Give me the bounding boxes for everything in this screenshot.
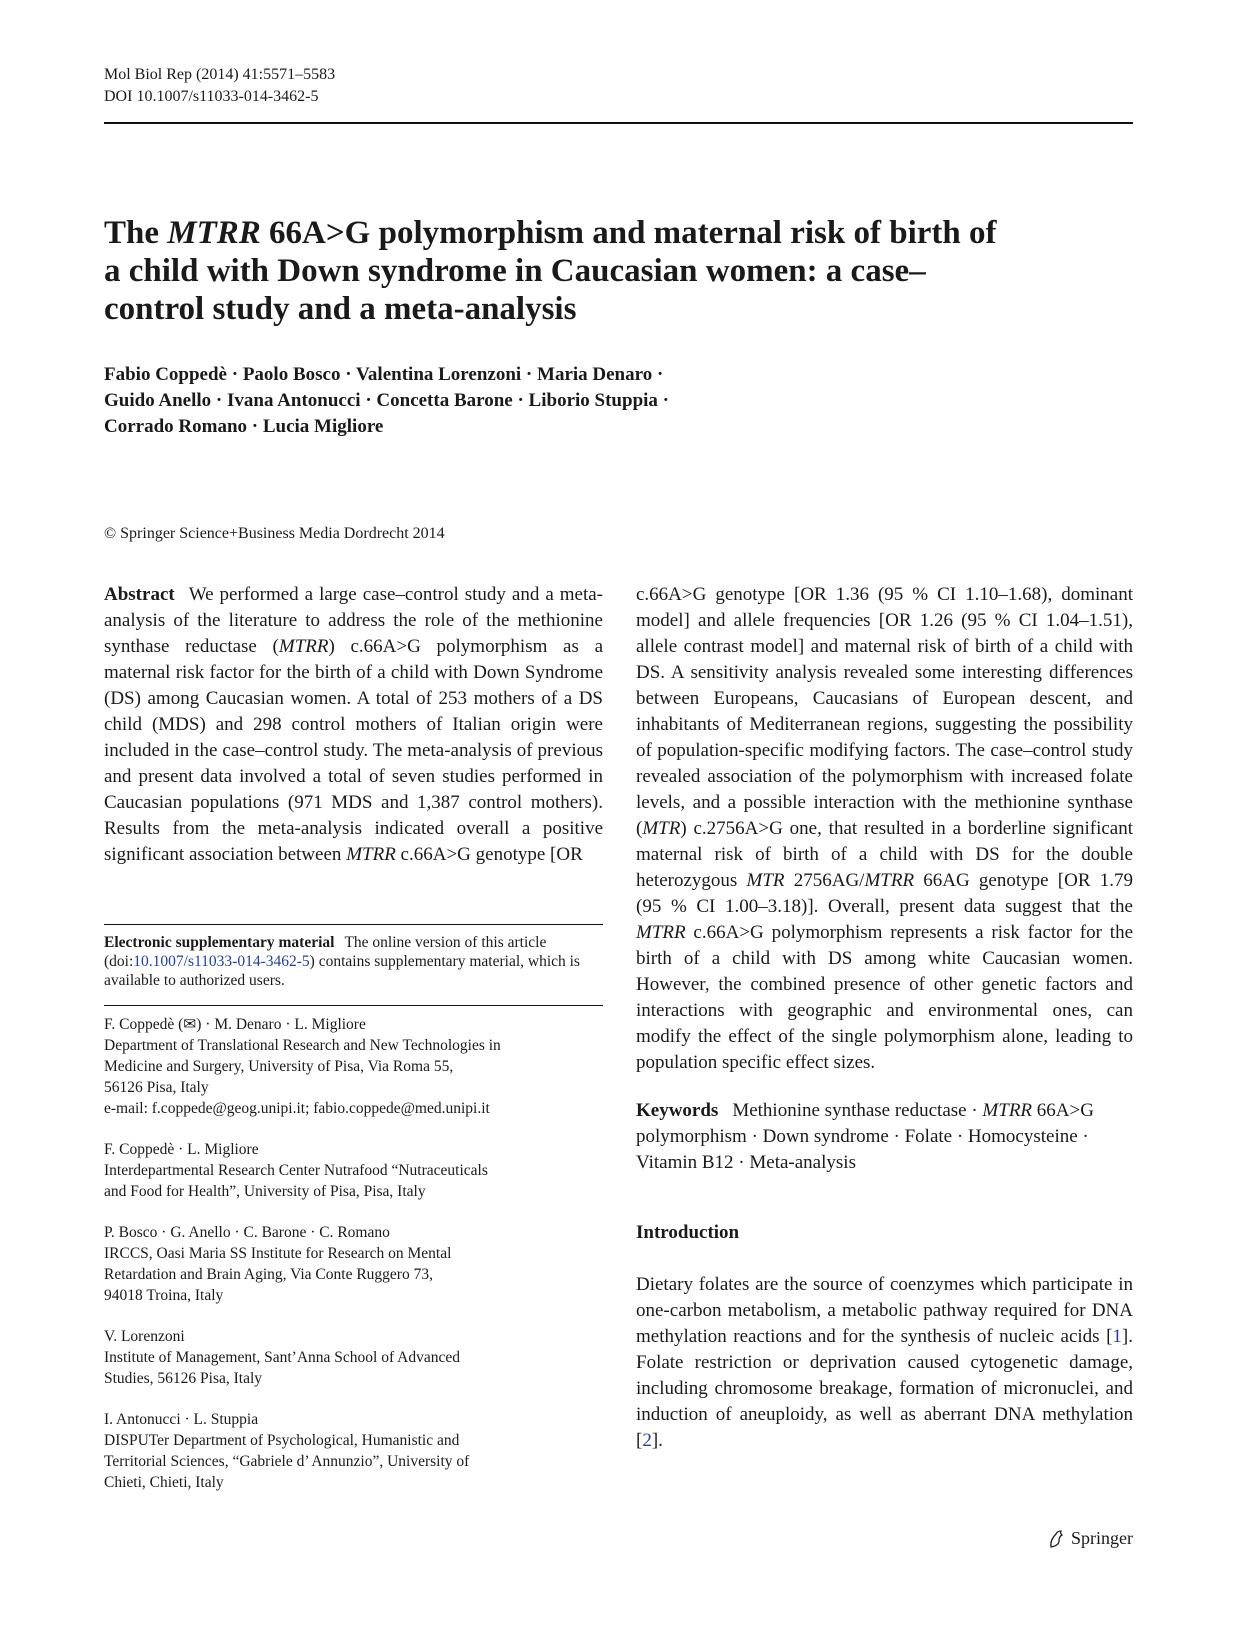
introduction-text: Dietary folates are the source of coenzymes which participate in one-carbon metabolism, a metabolic pathway required for DNA methylation reactions and for the synthesis of nucleic acids [1]. Folate restriction or deprivation caused cytogenetic damage, including chromosome breakage, formation of micronuclei, and induction of aneuploidy, as well as aberrant DNA methylation [2].	[636, 1274, 1133, 1451]
author-line-2: Guido Anello · Ivana Antonucci · Concetta Barone · Liborio Stuppia ·	[104, 390, 669, 411]
citation-link[interactable]: 1	[1112, 1326, 1122, 1347]
email-line[interactable]: e-mail: f.coppede@geog.unipi.it; fabio.coppede@med.unipi.it	[104, 1100, 490, 1117]
affiliation: F. Coppedè · L. Migliore Interdepartmental Research Center Nutrafood “Nutraceuticals and Food for Health”, University of Pisa, Pisa, Italy	[104, 1141, 488, 1200]
abstract-left	[104, 582, 603, 868]
supplementary-note: Electronic supplementary material The online version of this article (doi:10.1007/s11033-014-3462-5) contains supplementary material, which is available to authorized users.	[104, 924, 603, 990]
publisher-name: Springer	[1071, 1528, 1133, 1548]
author-list	[104, 362, 804, 440]
introduction-heading: Introduction	[636, 1222, 740, 1243]
journal-citation: Mol Biol Rep (2014) 41:5571–5583	[104, 66, 336, 83]
header-rule	[104, 122, 1133, 124]
copyright-notice: © Springer Science+Business Media Dordrecht 2014	[104, 525, 445, 542]
author-line-3: Corrado Romano · Lucia Migliore	[104, 416, 384, 437]
springer-horse-icon	[1047, 1529, 1065, 1549]
right-column	[636, 582, 1133, 1454]
keywords-label: Keywords	[636, 1100, 719, 1121]
abstract-continued: c.66A>G genotype [OR 1.36 (95 % CI 1.10–1.68), dominant model] and allele frequencies [OR 1.26 (95 % CI 1.04–1.51), allele contrast model] and maternal risk of birth of a child with DS. A sensitivity analysis revealed some interesting differences between Europeans, Caucasians of European descent, and inhabitants of Mediterranean regions, suggesting the possibility of population-specific modifying factors. The case–control study revealed association of the polymorphism with increased folate levels, and a possible interaction with the methionine synthase (MTR) c.2756A>G one, that resulted in a borderline significant maternal risk of birth of a child with DS for the double heterozygous MTR 2756AG/MTRR 66AG genotype [OR 1.79 (95 % CI 1.00–3.18)]. Overall, present data suggest that the MTRR c.66A>G polymorphism represents a risk factor for the birth of a child with DS among white Caucasian women. However, the combined presence of other genetic factors and interactions with geographic and environmental ones, can modify the effect of the single polymorphism alone, leading to population specific effect sizes.	[636, 584, 1133, 1073]
affiliations	[104, 1005, 603, 1513]
springer-logo	[1047, 1528, 1133, 1549]
keywords: Keywords Methionine synthase reductase · MTRR 66A>G polymorphism · Down syndrome · Folate · Homocysteine · Vitamin B12 · Meta-analysis	[636, 1100, 1094, 1173]
affiliation: F. Coppedè (✉) · M. Denaro · L. Migliore Department of Translational Research and New Technologies in Medicine and Surgery, University of Pisa, Via Roma 55, 56126 Pisa, Italy e-mail: f.coppede@geog.unipi.it; fabio.coppede@med.unipi.it	[104, 1014, 603, 1119]
citation-link[interactable]: 2	[642, 1430, 652, 1451]
affiliation: P. Bosco · G. Anello · C. Barone · C. Romano IRCCS, Oasi Maria SS Institute for Research on Mental Retardation and Brain Aging, Via Conte Ruggero 73, 94018 Troina, Italy	[104, 1224, 452, 1304]
affiliation: I. Antonucci · L. Stuppia DISPUTer Department of Psychological, Humanistic and Territorial Sciences, “Gabriele d’ Annunzio”, University of Chieti, Chieti, Italy	[104, 1411, 470, 1491]
abstract-label: Abstract	[104, 584, 175, 605]
esm-label: Electronic supplementary material	[104, 934, 335, 951]
journal-header	[104, 64, 335, 108]
doi-link[interactable]: 10.1007/s11033-014-3462-5	[133, 953, 310, 970]
paper-title: The MTRR 66A>G polymorphism and maternal risk of birth of a child with Down syndrome in Caucasian women: a case–control study and a meta-analysis	[104, 215, 997, 327]
author-line-1: Fabio Coppedè · Paolo Bosco · Valentina Lorenzoni · Maria Denaro ·	[104, 364, 664, 385]
doi-line: DOI 10.1007/s11033-014-3462-5	[104, 88, 319, 105]
abstract-text: We performed a large case–control study and a meta-analysis of the literature to address the role of the methionine synthase reductase (MTRR) c.66A>G polymorphism as a maternal risk factor for the birth of a child with Down Syndrome (DS) among Caucasian women. A total of 253 mothers of a DS child (MDS) and 298 control mothers of Italian origin were included in the case–control study. The meta-analysis of previous and present data involved a total of seven studies performed in Caucasian populations (971 MDS and 1,387 control mothers). Results from the meta-analysis indicated overall a positive significant association between MTRR c.66A>G genotype [OR	[104, 584, 603, 865]
affiliation: V. Lorenzoni Institute of Management, Sant’Anna School of Advanced Studies, 56126 Pisa, Italy	[104, 1328, 460, 1387]
